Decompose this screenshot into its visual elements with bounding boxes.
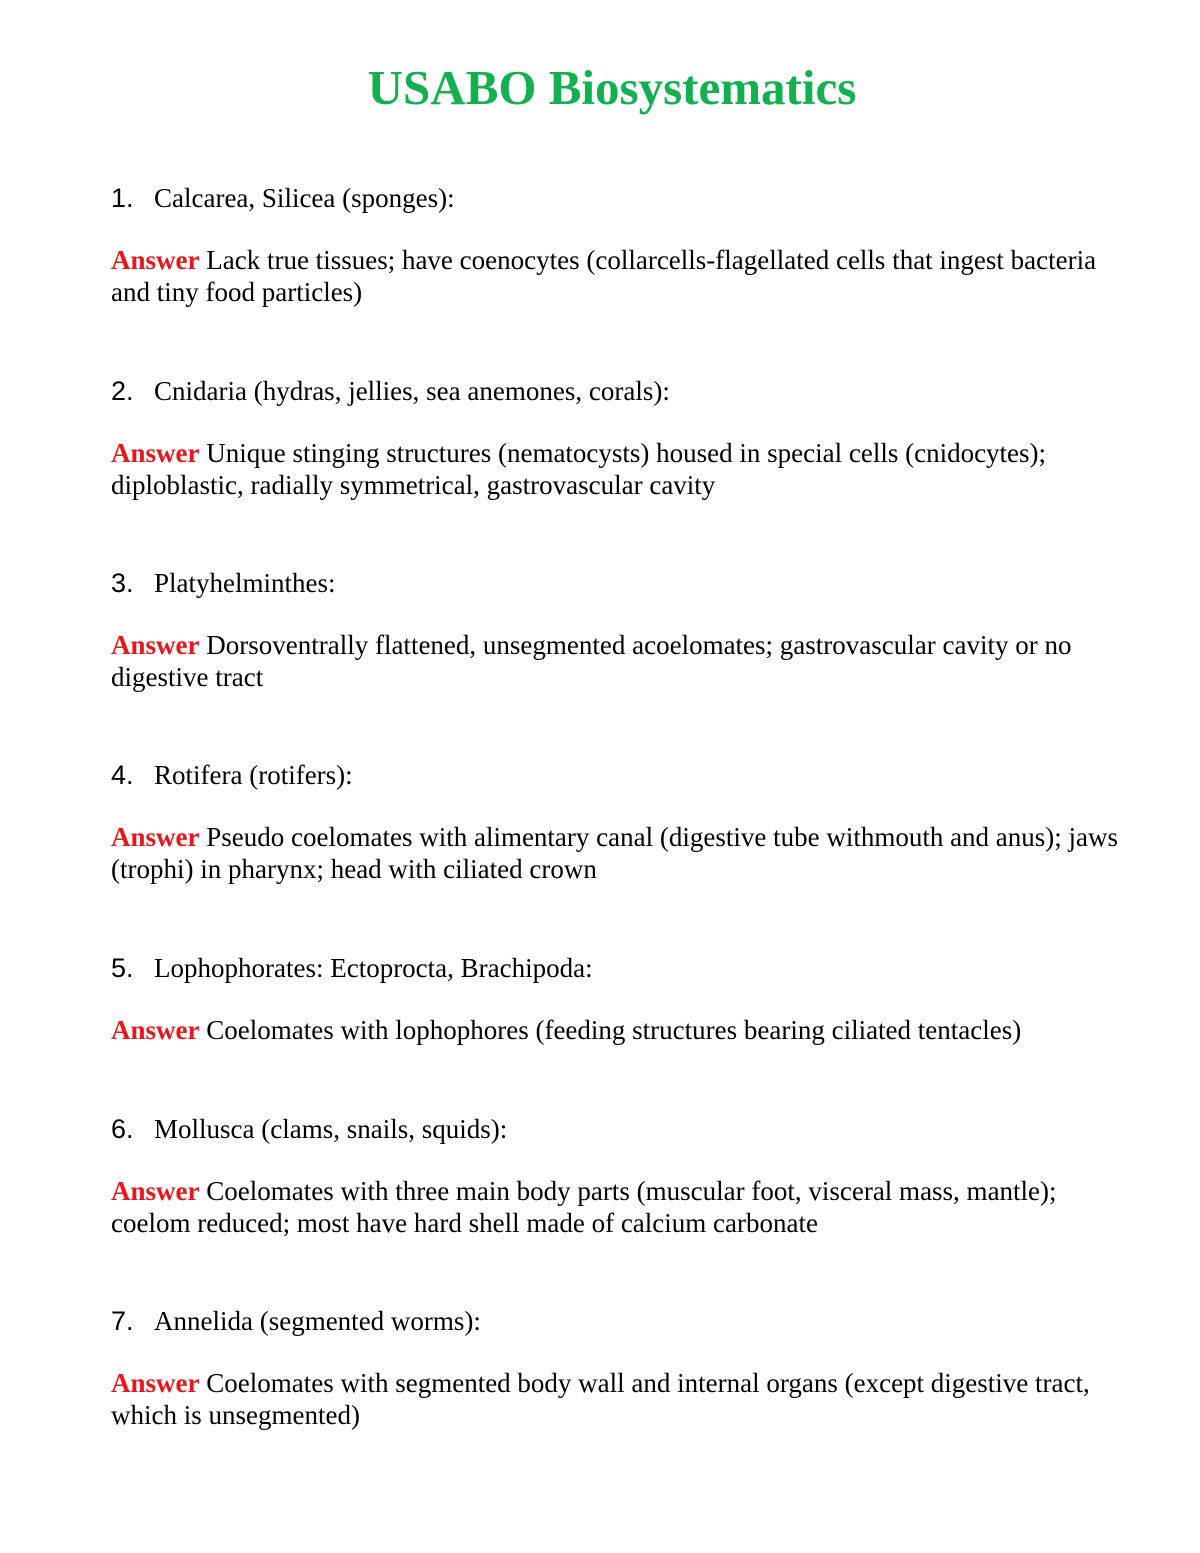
answer: [111, 437, 1121, 501]
question-number: 5.: [111, 953, 134, 983]
answer-text: Dorsoventrally flattened, unsegmented acoelomates; gastrovascular cavity or no digestive tract: [111, 630, 1072, 692]
question-text: Lophophorates: Ectoprocta, Brachipoda:: [154, 953, 593, 983]
question: [111, 181, 455, 215]
answer-text: Pseudo coelomates with alimentary canal (digestive tube withmouth and anus); jaws (trophi) in pharynx; head with ciliated crown: [111, 822, 1119, 884]
question: [111, 374, 670, 408]
question: [111, 1112, 507, 1146]
question-number: 3.: [111, 568, 134, 598]
answer-label: Answer: [111, 630, 200, 660]
answer: [111, 244, 1121, 308]
answer: [111, 1367, 1121, 1431]
question-text: Cnidaria (hydras, jellies, sea anemones, corals):: [154, 376, 670, 406]
question-number: 7.: [111, 1306, 134, 1336]
page-title: USABO Biosystematics: [367, 60, 857, 115]
answer: [111, 1175, 1121, 1239]
question-number: 6.: [111, 1114, 134, 1144]
question: [111, 951, 593, 985]
question-number: 4.: [111, 760, 134, 790]
question: [111, 1304, 481, 1338]
question-text: Mollusca (clams, snails, squids):: [154, 1114, 508, 1144]
answer-text: Coelomates with segmented body wall and internal organs (except digestive tract, which is unsegmented): [111, 1368, 1090, 1430]
answer: [111, 821, 1121, 885]
answer-label: Answer: [111, 1176, 200, 1206]
answer-label: Answer: [111, 1368, 200, 1398]
question-text: Calcarea, Silicea (sponges):: [154, 183, 455, 213]
answer-text: Coelomates with three main body parts (muscular foot, visceral mass, mantle); coelom reduced; most have hard shell made of calcium carbonate: [111, 1176, 1057, 1238]
answer-text: Lack true tissues; have coenocytes (collarcells-flagellated cells that ingest bacteria and tiny food particles): [111, 245, 1097, 307]
question-number: 1.: [111, 183, 134, 213]
answer-label: Answer: [111, 245, 200, 275]
question-text: Platyhelminthes:: [154, 568, 336, 598]
answer-label: Answer: [111, 822, 200, 852]
answer-label: Answer: [111, 1015, 200, 1045]
answer: [111, 629, 1121, 693]
question: [111, 758, 353, 792]
answer: [111, 1014, 1121, 1046]
answer-text: Unique stinging structures (nematocysts) housed in special cells (cnidocytes); diploblastic, radially symmetrical, gastrovascular cavity: [111, 438, 1047, 500]
answer-label: Answer: [111, 438, 200, 468]
question-number: 2.: [111, 376, 134, 406]
question-text: Annelida (segmented worms):: [154, 1306, 481, 1336]
question: [111, 566, 336, 600]
question-text: Rotifera (rotifers):: [154, 760, 353, 790]
answer-text: Coelomates with lophophores (feeding structures bearing ciliated tentacles): [206, 1015, 1022, 1045]
